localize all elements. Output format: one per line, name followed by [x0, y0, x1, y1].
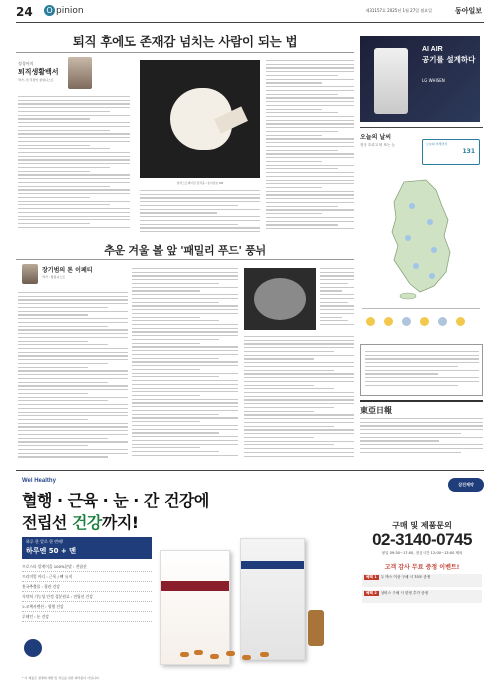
weather-title: 오늘의 날씨: [360, 134, 392, 141]
ingredient-list: [22, 562, 152, 622]
cloud-icon: [438, 317, 447, 326]
product-tag-main: 하루엔 50 + 맨: [26, 547, 76, 555]
article2-author-role: 작가 · 칼럼니스트: [42, 275, 66, 279]
ingredient-item: 루테인 : 눈 건강: [22, 612, 152, 622]
article2-body-col1: [18, 292, 128, 464]
author2-portrait: [22, 264, 38, 284]
ad-brand: AI AIR: [422, 46, 443, 53]
sun-icon: [366, 317, 375, 326]
ingredient-item: 노코헥사엔산 : 혈행 건강: [22, 602, 152, 612]
column-name: 퇴직생활백서: [18, 68, 59, 76]
author-role: 작가, 전 직장인 칼럼니스트: [18, 78, 54, 82]
ingredient-item: 식약처 기능성 인정 성분원료 : 전립선 건강: [22, 592, 152, 602]
article2-body-col3-top: [320, 268, 354, 330]
article2-photo: [244, 268, 316, 330]
photo-caption: 일러스트레이션 김석중 / 동아일보 DB: [176, 181, 224, 185]
gift-item-1: 혜택 1 두 박스 이상 구매 시 70포 증정: [362, 574, 482, 587]
section-label: O pinion: [44, 5, 84, 16]
weather-panel: [360, 127, 483, 339]
ingredient-item: 프리미엄 아디 : 근육 / 뼈 유지: [22, 572, 152, 582]
page-number: 24: [16, 5, 33, 19]
ad-brand-wel: Wel Healthy: [22, 478, 56, 484]
opinion-o-icon: O: [44, 5, 55, 16]
aircon-unit-image: [374, 48, 408, 114]
notice-box: [360, 344, 483, 396]
ingredient-item: 프로스타 알게이을 100%분말 : 전립선: [22, 562, 152, 572]
byline-author: 정경아의: [18, 61, 34, 66]
column-illustration: [140, 60, 260, 178]
cloud-icon: [402, 317, 411, 326]
header-rule: [16, 22, 484, 23]
lg-aircon-ad[interactable]: [360, 36, 480, 122]
article2-headline: 추운 겨울 볼 앞 '패밀리 푸드' 풍뉘: [104, 244, 266, 257]
ingredient-item: 홍국추출물 : 혈관 건강: [22, 582, 152, 592]
call-hours: 평일 09:30~17:00, 점심시간 12:00~13:00 제외: [381, 551, 463, 555]
page-header: [0, 0, 500, 26]
product-tag-small: 하루 한 알로 한 번에!: [26, 539, 64, 544]
call-label: 구매 및 제품문의: [392, 521, 452, 530]
article-body-col3: [266, 60, 354, 236]
notice-text: [365, 351, 479, 393]
capsules-image: [180, 648, 300, 662]
masthead-name: 東亞日報: [360, 405, 392, 415]
ad-headline-1: 혈행 · 근육 · 눈 · 간 건강에: [22, 491, 209, 510]
headline2-rule: [16, 259, 354, 260]
dust-value: 131: [462, 148, 475, 155]
gift-event-label: 고객 감사 무료 증정 이벤트!: [384, 564, 460, 571]
article-body-col1: [18, 96, 130, 236]
product-tag: [22, 537, 152, 559]
dust-card: [422, 139, 480, 165]
masthead-box: [360, 400, 483, 460]
weekly-forecast-strip: [362, 308, 480, 336]
article2-body-col3: [244, 336, 354, 464]
ad-subbrand: LG WHISEN: [422, 78, 445, 83]
author-portrait: [68, 57, 92, 89]
ad-footnote: * 이 제품은 질병의 예방 및 치료를 위한 의약품이 아닙니다.: [22, 676, 100, 680]
ad-headline-2: 전립선 건강까지!: [22, 513, 139, 532]
weather-subtitle: 전국 흐리고 비 또는 눈: [360, 143, 395, 147]
article-body-col2: [140, 190, 260, 236]
article2-author: 장기범의 톤 이페티: [42, 267, 93, 274]
ad-slogan: 공기를 설계하다: [422, 55, 476, 64]
dateline: 제31157호 2025년 1월 27일 월요일: [365, 8, 432, 13]
call-number[interactable]: 02-3140-0745: [372, 530, 472, 549]
samjin-logo: 삼진제약: [448, 478, 484, 492]
sun-icon: [420, 317, 429, 326]
paper-logo: 동아일보: [454, 6, 482, 15]
gift-item-2: 혜택 2 상비스 구매 시 한정 추가 증정: [362, 590, 482, 603]
korea-weather-map: [364, 176, 478, 302]
sun-icon: [384, 317, 393, 326]
headline-rule: [16, 52, 354, 53]
article2-body-col2: [132, 268, 238, 464]
product-box-back: [240, 538, 305, 660]
sun-icon: [456, 317, 465, 326]
masthead-text: [360, 418, 483, 458]
article-headline: 퇴직 후에도 존재감 넘치는 사람이 되는 법: [72, 34, 298, 49]
ad-top-rule: [16, 470, 484, 471]
dust-label: 오늘의 미세먼지: [426, 142, 448, 146]
certification-badge-icon: [24, 639, 42, 657]
product-bottle: [308, 610, 324, 646]
